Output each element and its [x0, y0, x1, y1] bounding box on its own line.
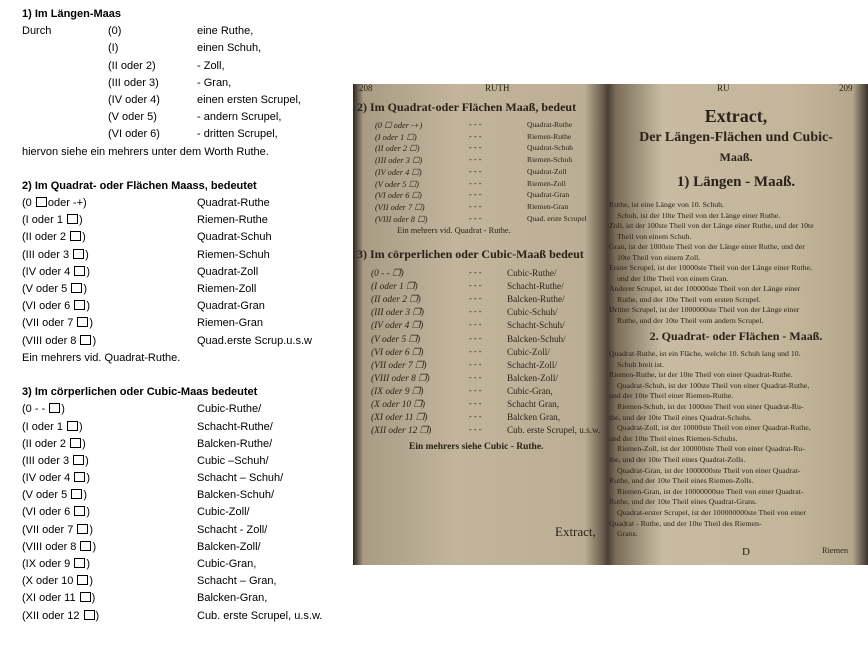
row-meaning: - Zoll, [197, 59, 225, 72]
section2-row [22, 212, 352, 229]
left-sec2-dashes: - - - [469, 120, 482, 129]
right-page-number: 209 [839, 84, 853, 93]
section2-row [22, 247, 352, 264]
left-sec3-code: (V oder 5 ❒) [371, 334, 421, 345]
row-code-close: ) [61, 403, 65, 416]
row-meaning: Quadrat-Zoll [197, 265, 259, 278]
left-sec3-meaning: Balcken-Schuh/ [507, 333, 566, 344]
section2-row [22, 333, 352, 350]
left-sec3-dashes: - - - [469, 320, 482, 330]
row-meaning: Cubic-Ruthe/ [197, 403, 262, 416]
row-code-close: ) [86, 472, 91, 485]
right-para-2-line: the, und der 10te Theil eines Quadrat-Zolls. [609, 455, 746, 464]
right-para-2-line: Riemen-Zoll, ist der 100000ste Theil von einer Quadrat-Ru- [617, 444, 805, 454]
section3-rows [22, 401, 352, 624]
left-sec3-footer: Ein mehrers siehe Cubic - Ruthe. [409, 442, 544, 452]
row-code [22, 504, 90, 521]
left-sec2-dashes: - - - [469, 166, 482, 176]
left-sec3-title: 3) Im cörperlichen oder Cubic-Maaß bedeut [357, 247, 584, 261]
left-sec2-code: (V oder 5 ☐) [375, 179, 419, 189]
row-meaning: - Gran, [197, 76, 232, 89]
right-signature: D [742, 546, 750, 558]
left-sec3-meaning: Schacht-Schuh/ [507, 320, 565, 331]
left-sec3-dashes: - - - [469, 346, 482, 356]
row-label: Durch [22, 25, 52, 38]
left-sec3-code: (0 - - ❒) [371, 269, 404, 279]
row-meaning: Balcken-Gran, [197, 592, 268, 605]
left-sec2-meaning: Quadrat-Schuh [527, 143, 573, 153]
left-sec2-dashes: - - - [469, 143, 482, 153]
section1-row [22, 126, 352, 143]
row-meaning: Schacht – Schuh/ [197, 472, 284, 485]
box-symbol-icon [73, 249, 84, 259]
right-para-1-line: Anderer Scrupel, ist der 100000ste Theil von der Länge einer [609, 284, 801, 293]
row-code-text: (V oder 5 [22, 489, 71, 502]
row-code-text: (II oder 2 [22, 437, 70, 450]
left-sec2-dashes: - - - [469, 155, 482, 165]
row-code-text: (X oder 10 [22, 575, 77, 588]
row-code [22, 590, 95, 607]
section3-row [22, 556, 352, 573]
row-meaning: - dritten Scrupel, [197, 128, 278, 141]
left-sec3-dashes: - - - [469, 385, 482, 395]
right-para-1-line: Zoll, ist der 100ste Theil von der Länge einer Ruthe, und der 10te [609, 221, 814, 230]
left-sec2-meaning: Quadrat-Ruthe [527, 120, 573, 129]
row-meaning: Quad.erste Scrup.u.s.w [197, 334, 312, 347]
right-title-1: Extract, [704, 106, 768, 126]
right-para-1-line: Erster Scrupel, ist der 10000ste Theil von der Länge einer Ruthe, [609, 263, 812, 272]
row-code-close: ) [89, 523, 94, 536]
row-code-close: ) [82, 231, 86, 244]
left-sec2-code: (VIII oder 8 ☐) [375, 214, 428, 224]
row-meaning: Balcken-Ruthe/ [197, 437, 273, 450]
row-code-text: (0 - - [22, 403, 49, 416]
right-title-3: Maaß. [719, 150, 753, 164]
row-meaning: Balcken-Zoll/ [197, 540, 261, 553]
left-sec3-dashes: - - - [469, 333, 482, 343]
row-code-close: ) [92, 540, 97, 553]
row-code-text: (VI oder 6 [22, 300, 74, 313]
left-sec2-meaning: Quad. erste Scrupel [527, 213, 587, 223]
box-symbol-icon [74, 472, 85, 482]
row-code-close: ) [83, 489, 87, 502]
box-symbol-icon [74, 300, 85, 310]
row-code: (IV oder 4) [108, 93, 160, 106]
left-sec2-code: (I oder 1 ☐) [375, 132, 417, 142]
row-code-text: (I oder 1 [22, 420, 67, 433]
right-para-1-line: 10te Theil von einem Zoll. [617, 252, 701, 262]
left-page [357, 84, 601, 565]
row-code: (II oder 2) [108, 59, 156, 72]
row-code-text: (VIII oder 8 [22, 334, 80, 347]
right-heading-2: 2. Quadrat- oder Flächen - Maaß. [649, 329, 823, 343]
section3-row [22, 487, 352, 504]
left-sec3-meaning: Cubic-Ruthe/ [507, 268, 557, 278]
row-code [22, 608, 99, 625]
left-sec3-meaning: Balcken-Zoll/ [507, 372, 559, 383]
row-code-close: ) [86, 265, 91, 278]
row-meaning: Balcken-Schuh/ [197, 489, 275, 502]
right-para-1-line: und der 10te Theil von einem Gran. [617, 273, 729, 283]
row-code-text: (VI oder 6 [22, 506, 74, 519]
row-code-text: (V oder 5 [22, 283, 71, 295]
section1-row [22, 109, 352, 126]
box-symbol-icon [77, 575, 88, 585]
left-sec2-code: (III oder 3 ☐) [375, 156, 423, 166]
right-heading-1: 1) Längen - Maaß. [676, 174, 796, 190]
row-code: (V oder 5) [108, 111, 157, 124]
left-sec2-code: (IV oder 4 ☐) [375, 167, 422, 177]
right-para-2-line: Quadrat-Gran, ist der 1000000ste Theil von einer Quadrat- [617, 465, 801, 475]
left-sec3-code: (IX oder 9 ❒) [371, 386, 424, 397]
right-running-head: RU [717, 84, 730, 93]
section3-title: 3) Im cörperlichen oder Cubic-Maas bedeutet [22, 386, 258, 399]
row-code-text: (VII oder 7 [22, 317, 77, 330]
row-code-close: ) [79, 420, 83, 433]
left-sec2-code: (VII oder 7 ☐) [375, 202, 425, 212]
left-sec3-meaning: Cubic-Gran, [507, 385, 553, 396]
left-sec3-meaning: Schacht Gran, [507, 399, 560, 409]
box-symbol-icon [80, 541, 91, 551]
right-para-2-line: Riemen-Ruthe, ist der 10te Theil von einer Quadrat-Ruthe. [609, 370, 793, 380]
row-code [22, 419, 83, 436]
row-code [22, 298, 90, 315]
section2-rows [22, 195, 352, 350]
left-sec3-code: (IV oder 4 ❒) [371, 321, 424, 332]
right-para-2-line: Grans. [617, 529, 638, 539]
section3-row [22, 504, 352, 521]
right-para-2-line: Quadrat-Zoll, ist der 10000ste Theil von einer Quadrat-Ruthe, [617, 423, 811, 433]
row-code-close: ) [85, 454, 89, 467]
row-meaning: einen Schuh, [197, 42, 262, 55]
left-sec3-code: (X oder 10 ❒) [371, 400, 425, 410]
left-sec3-meaning: Cubic-Schuh/ [507, 307, 558, 318]
box-symbol-icon [67, 214, 78, 224]
left-sec2-title: 2) Im Quadrat-oder Flächen Maaß, bedeut [357, 100, 577, 114]
row-code-close: ) [86, 300, 91, 313]
box-symbol-icon [70, 231, 81, 241]
left-sec2-meaning: Riemen-Schuh [527, 155, 573, 165]
row-code [22, 556, 90, 573]
box-symbol-icon [70, 438, 81, 448]
row-code-text: (IV oder 4 [22, 472, 74, 485]
box-symbol-icon [71, 283, 82, 293]
left-sec3-code: (VII oder 7 ❒) [371, 360, 427, 371]
section2-row [22, 298, 352, 315]
section3-row [22, 401, 352, 418]
left-sec2-footer: Ein mehrers vid. Quadrat - Ruthe. [397, 226, 511, 235]
left-running-head: RUTH [485, 84, 510, 93]
left-sec3-dashes: - - - [469, 372, 482, 382]
right-para-2-line: Quadrat-erster Scrupel, ist der 100000000ste Theil von einer [617, 508, 807, 517]
row-meaning: Riemen-Ruthe [197, 214, 268, 227]
left-sec3-code: (III oder 3 ❒) [371, 308, 424, 319]
row-code [22, 212, 83, 229]
box-symbol-icon [84, 610, 95, 620]
left-sec3-dashes: - - - [469, 281, 482, 291]
row-code [22, 247, 89, 264]
box-symbol-icon [71, 489, 82, 499]
section1-row [22, 40, 352, 57]
row-code: (I) [108, 42, 119, 55]
left-sec3-code: (II oder 2 ❒) [371, 295, 421, 306]
row-meaning: Schacht-Ruthe/ [197, 420, 273, 433]
row-code [22, 453, 89, 470]
row-code [22, 229, 86, 246]
left-sec3-meaning: Balcken-Ruthe/ [507, 294, 565, 305]
box-symbol-icon [74, 558, 85, 568]
row-code-close: ) [89, 317, 94, 330]
row-code [22, 539, 96, 556]
box-symbol-icon [36, 197, 47, 207]
row-code-close: ) [82, 437, 86, 450]
left-sec2-code: (0 ☐ oder -+) [375, 121, 423, 130]
left-sec2-dashes: - - - [469, 178, 482, 188]
row-meaning: Riemen-Gran [197, 317, 264, 330]
right-para-1-line: Ruthe, und der 10te Theil vom andern Scrupel. [617, 315, 764, 325]
left-sec3-dashes: - - - [469, 294, 482, 304]
row-meaning: Riemen-Zoll [197, 283, 257, 295]
row-code-close: ) [85, 248, 89, 261]
box-symbol-icon [80, 592, 91, 602]
row-meaning: Schacht - Zoll/ [197, 523, 268, 536]
right-para-1-line: Ruthe, ist eine Länge von 10. Schuh. [609, 200, 724, 209]
left-page-number: 208 [359, 84, 373, 93]
section2-row [22, 315, 352, 332]
section1-rows [22, 23, 352, 143]
row-meaning: - andern Scrupel, [197, 111, 282, 124]
row-code [22, 573, 93, 590]
row-code-text: (XI oder 11 [22, 592, 79, 605]
box-symbol-icon [80, 335, 91, 345]
row-code: (VI oder 6) [108, 128, 160, 141]
row-code-close: ) [89, 575, 94, 588]
row-code-text: (II oder 2 [22, 231, 70, 244]
right-para-1-line: Theil von einem Schuh. [617, 231, 692, 241]
row-code [22, 315, 93, 332]
left-sec3-code: (I oder 1 ❒) [371, 282, 418, 293]
left-sec2-meaning: Riemen-Ruthe [527, 131, 572, 141]
row-code-text: (IV oder 4 [22, 265, 74, 278]
section1-row [22, 23, 352, 40]
row-code-close: ) [86, 558, 91, 570]
right-title-2: Der Längen-Flächen und Cubic- [639, 130, 833, 145]
section2-title: 2) Im Quadrat- oder Flächen Maass, bedeutet [22, 179, 257, 192]
section2-row [22, 229, 352, 246]
section3-row [22, 590, 352, 607]
right-page [607, 84, 865, 565]
left-sec3-meaning: Cub. erste Scrupel, u.s.w. [507, 425, 601, 436]
left-sec2-meaning: Quadrat-Gran [527, 190, 570, 200]
right-para-2-line: Ruthe, und der 10te Theil eines Quadrat-Grans. [609, 497, 757, 507]
right-para-2-line: Schuh breit ist. [617, 359, 664, 369]
row-code [22, 401, 65, 418]
right-para-1-line: Gran, ist der 1000ste Theil von der Länge einer Ruthe, und der [609, 242, 805, 251]
right-para-2-line: Riemen-Gran, ist der 10000000ste Theil von einer Quadrat- [617, 486, 804, 496]
section1-title: 1) Im Längen-Maas [22, 8, 122, 20]
left-sec2-meaning: Riemen-Zoll [527, 178, 566, 188]
left-sec3-meaning: Balcken Gran, [507, 412, 561, 423]
left-sec2-meaning: Riemen-Gran [527, 201, 569, 211]
box-symbol-icon [77, 524, 88, 534]
row-code-close: oder -+) [47, 197, 87, 210]
box-symbol-icon [77, 317, 88, 327]
box-symbol-icon [49, 403, 60, 413]
row-code-text: (III oder 3 [22, 454, 73, 467]
section1-row [22, 92, 352, 109]
row-meaning: Quadrat-Schuh [197, 231, 272, 244]
section3-row [22, 470, 352, 487]
section3-row [22, 453, 352, 470]
right-para-2-line: Quadrat - Ruthe, und der 10te Theil des Riemen- [609, 518, 762, 528]
left-sec2-code: (VI oder 6 ☐) [375, 191, 422, 201]
box-symbol-icon [67, 421, 78, 431]
right-para-1-line: Dritter Scrupel, ist der 1000000ste Theil von der Länge einer [609, 305, 800, 314]
left-catchword: Extract, [555, 524, 596, 539]
left-sec3-meaning: Cubic-Zoll/ [507, 346, 550, 357]
left-sec3-code: (VIII oder 8 ❒) [371, 373, 430, 384]
section3-row [22, 539, 352, 556]
right-para-1-line: Schuh, ist der 10te Theil von der Länge einer Ruthe. [617, 210, 781, 220]
left-sec3-dashes: - - - [469, 412, 482, 422]
section3-row [22, 419, 352, 436]
row-code-text: (VII oder 7 [22, 523, 77, 536]
row-code [22, 195, 87, 212]
right-para-1-line: Ruthe, und der 10te Theil vom ersten Scrupel. [617, 294, 761, 304]
left-sec2-dashes: - - - [469, 131, 482, 141]
section2-row [22, 264, 352, 281]
left-sec2-meaning: Quadrat-Zoll [527, 166, 567, 176]
left-sec3-dashes: - - - [469, 425, 482, 435]
row-code-text: (I oder 1 [22, 214, 67, 227]
row-meaning: Riemen-Schuh [197, 248, 270, 261]
right-para-2-line: Quadrat-Schuh, ist der 100ste Theil von einer Quadrat-Ruthe, [617, 380, 810, 390]
row-code-text: (IX oder 9 [22, 558, 74, 570]
row-meaning: Schacht – Gran, [197, 575, 277, 588]
row-meaning: Cub. erste Scrupel, u.s.w. [197, 609, 323, 622]
section2-footer: Ein mehrers vid. Quadrat-Ruthe. [22, 351, 181, 364]
right-para-2-line: Ruthe, und der 10te Theil eines Riemen-Zolls. [609, 476, 754, 486]
row-code [22, 333, 96, 350]
section3-row [22, 522, 352, 539]
left-sec3-dashes: - - - [469, 399, 482, 408]
row-code [22, 436, 86, 453]
section3-row [22, 436, 352, 453]
row-meaning: eine Ruthe, [197, 25, 254, 38]
section3-row [22, 608, 352, 625]
left-sec3-dashes: - - - [469, 359, 482, 369]
section2-row [22, 195, 352, 212]
left-sec2-dashes: - - - [469, 213, 482, 223]
left-sec2-code: (II oder 2 ☐) [375, 144, 420, 154]
section1-row [22, 75, 352, 92]
left-sec3-code: (XII oder 12 ❒) [371, 426, 432, 437]
section3-row [22, 573, 352, 590]
row-meaning: Cubic-Zoll/ [197, 506, 250, 519]
row-code [22, 470, 90, 487]
section1-footer: hiervon siehe ein mehrers unter dem Worth Ruthe. [22, 145, 269, 158]
row-code [22, 487, 87, 504]
row-code [22, 522, 93, 539]
row-meaning: Cubic –Schuh/ [197, 454, 269, 467]
section1-row [22, 58, 352, 75]
row-code-text: (III oder 3 [22, 248, 73, 261]
row-code-close: ) [86, 506, 91, 519]
right-para-2-line: und der 10te Theil eines Riemen-Schuhs. [609, 433, 738, 443]
left-sec3-code: (VI oder 6 ❒) [371, 347, 424, 358]
right-para-2-line: Quadrat-Ruthe, ist ein Fläche, welche 10. Schuh lang und 10. [609, 349, 801, 358]
transcription-panel [22, 6, 352, 625]
right-para-2-line: the, und der 10te Theil eines Quadrat-Schuhs. [609, 412, 752, 422]
left-sec3-dashes: - - - [469, 268, 482, 277]
right-catchword: Riemen [822, 546, 849, 555]
row-meaning: Cubic-Gran, [197, 558, 257, 570]
right-para-2-line: Riemen-Schuh, ist der 1000ste Theil von einer Quadrat-Ru- [617, 402, 804, 411]
row-code-close: ) [92, 334, 97, 347]
left-sec3-meaning: Schacht-Ruthe/ [507, 281, 564, 292]
left-sec3-code: (XI oder 11 ❒) [371, 413, 428, 424]
box-symbol-icon [74, 506, 85, 516]
section2-row [22, 281, 352, 298]
row-code-close: ) [91, 592, 96, 605]
row-code [22, 264, 90, 281]
row-code-close: ) [83, 283, 87, 295]
row-code: (0) [108, 25, 122, 38]
box-symbol-icon [73, 455, 84, 465]
row-meaning: Quadrat-Gran [197, 300, 265, 313]
row-code [22, 281, 87, 298]
left-sec2-dashes: - - - [469, 201, 482, 211]
row-code-text: (VIII oder 8 [22, 540, 80, 553]
left-sec3-dashes: - - - [469, 307, 482, 317]
right-para-2-line: und der 10te Theil einer Riemen-Ruthe. [609, 391, 734, 401]
box-symbol-icon [74, 266, 85, 276]
row-meaning: einen ersten Scrupel, [197, 93, 301, 106]
row-code-close: ) [95, 609, 100, 622]
row-code-text: (XII oder 12 [22, 609, 83, 622]
row-code-text: (0 [22, 197, 35, 210]
row-meaning: Quadrat-Ruthe [197, 197, 270, 210]
left-sec3-meaning: Schacht-Zoll/ [507, 359, 558, 370]
book-photo [353, 84, 868, 565]
row-code: (III oder 3) [108, 76, 159, 89]
left-sec2-dashes: - - - [469, 190, 482, 200]
row-code-close: ) [79, 214, 83, 227]
